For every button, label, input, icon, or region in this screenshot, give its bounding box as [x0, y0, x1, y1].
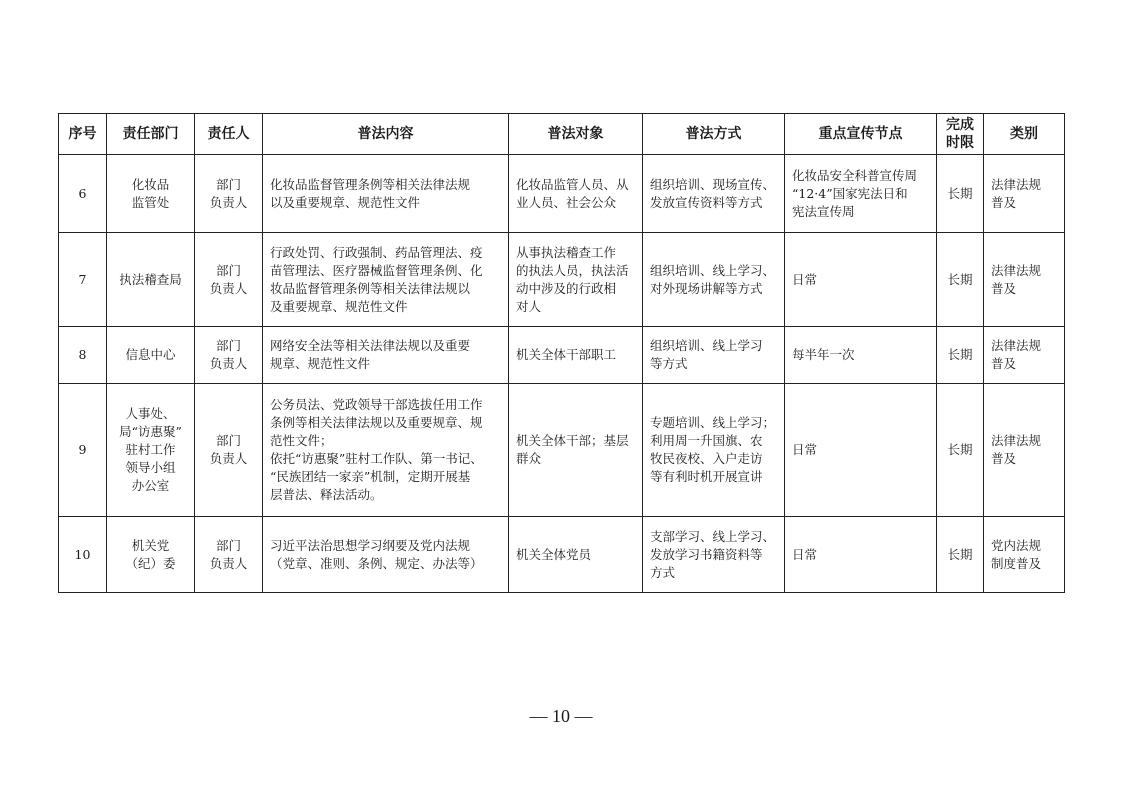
education-content: 网络安全法等相关法律法规以及重要 规章、规范性文件 [263, 327, 509, 384]
completion-deadline: 长期 [937, 384, 984, 517]
education-method: 组织培训、线上学习、 对外现场讲解等方式 [643, 233, 785, 327]
table-row [59, 155, 1065, 233]
education-method: 组织培训、线上学习 等方式 [643, 327, 785, 384]
responsible-department: 信息中心 [107, 327, 195, 384]
education-content: 行政处罚、行政强制、药品管理法、疫 苗管理法、医疗器械监督管理条例、化 妆品监督管理条例等相关法律法规以 及重要规章、规范性文件 [263, 233, 509, 327]
table-row [59, 233, 1065, 327]
category: 法律法规 普及 [984, 233, 1065, 327]
category: 党内法规 制度普及 [984, 517, 1065, 593]
responsible-person: 部门 负责人 [195, 155, 263, 233]
key-promotion-node: 化妆品安全科普宣传周 “12·4”国家宪法日和 宪法宣传周 [785, 155, 937, 233]
header-department: 责任部门 [107, 114, 195, 155]
education-target: 机关全体干部；基层 群众 [509, 384, 643, 517]
legal-education-table [58, 113, 1065, 593]
education-target: 化妆品监管人员、从 业人员、社会公众 [509, 155, 643, 233]
document-table-container [58, 113, 1065, 593]
education-method: 专题培训、线上学习； 利用周一升国旗、农 牧民夜校、入户走访 等有利时机开展宣讲 [643, 384, 785, 517]
header-content: 普法内容 [263, 114, 509, 155]
completion-deadline: 长期 [937, 327, 984, 384]
responsible-person: 部门 负责人 [195, 517, 263, 593]
header-number: 序号 [59, 114, 107, 155]
education-target: 机关全体党员 [509, 517, 643, 593]
responsible-department: 化妆品 监管处 [107, 155, 195, 233]
completion-deadline: 长期 [937, 155, 984, 233]
category: 法律法规 普及 [984, 155, 1065, 233]
row-number: 10 [59, 517, 107, 593]
row-number: 8 [59, 327, 107, 384]
row-number: 6 [59, 155, 107, 233]
header-target: 普法对象 [509, 114, 643, 155]
education-method: 组织培训、现场宣传、 发放宣传资料等方式 [643, 155, 785, 233]
key-promotion-node: 日常 [785, 384, 937, 517]
education-target: 从事执法稽查工作 的执法人员，执法活 动中涉及的行政相 对人 [509, 233, 643, 327]
header-key-node: 重点宣传节点 [785, 114, 937, 155]
responsible-department: 人事处、 局“访惠聚” 驻村工作 领导小组 办公室 [107, 384, 195, 517]
education-method: 支部学习、线上学习、 发放学习书籍资料等 方式 [643, 517, 785, 593]
header-category: 类别 [984, 114, 1065, 155]
header-responsible: 责任人 [195, 114, 263, 155]
key-promotion-node: 日常 [785, 233, 937, 327]
page-number: — 10 — [529, 706, 593, 726]
category: 法律法规 普及 [984, 384, 1065, 517]
completion-deadline: 长期 [937, 517, 984, 593]
responsible-person: 部门 负责人 [195, 384, 263, 517]
header-method: 普法方式 [643, 114, 785, 155]
responsible-department: 机关党 （纪）委 [107, 517, 195, 593]
responsible-department: 执法稽查局 [107, 233, 195, 327]
completion-deadline: 长期 [937, 233, 984, 327]
key-promotion-node: 日常 [785, 517, 937, 593]
responsible-person: 部门 负责人 [195, 327, 263, 384]
category: 法律法规 普及 [984, 327, 1065, 384]
table-row [59, 327, 1065, 384]
table-row [59, 517, 1065, 593]
education-content: 习近平法治思想学习纲要及党内法规 （党章、准则、条例、规定、办法等） [263, 517, 509, 593]
table-header-row [59, 114, 1065, 155]
key-promotion-node: 每半年一次 [785, 327, 937, 384]
table-body [59, 155, 1065, 593]
row-number: 7 [59, 233, 107, 327]
education-target: 机关全体干部职工 [509, 327, 643, 384]
row-number: 9 [59, 384, 107, 517]
responsible-person: 部门 负责人 [195, 233, 263, 327]
education-content: 化妆品监督管理条例等相关法律法规 以及重要规章、规范性文件 [263, 155, 509, 233]
education-content: 公务员法、党政领导干部选拔任用工作 条例等相关法律法规以及重要规章、规 范性文件； 依托“访惠聚”驻村工作队、第一书记、 “民族团结一家亲”机制，定期开展基 层普法、释法活动。 [263, 384, 509, 517]
header-deadline: 完成 时限 [937, 114, 984, 155]
table-row [59, 384, 1065, 517]
